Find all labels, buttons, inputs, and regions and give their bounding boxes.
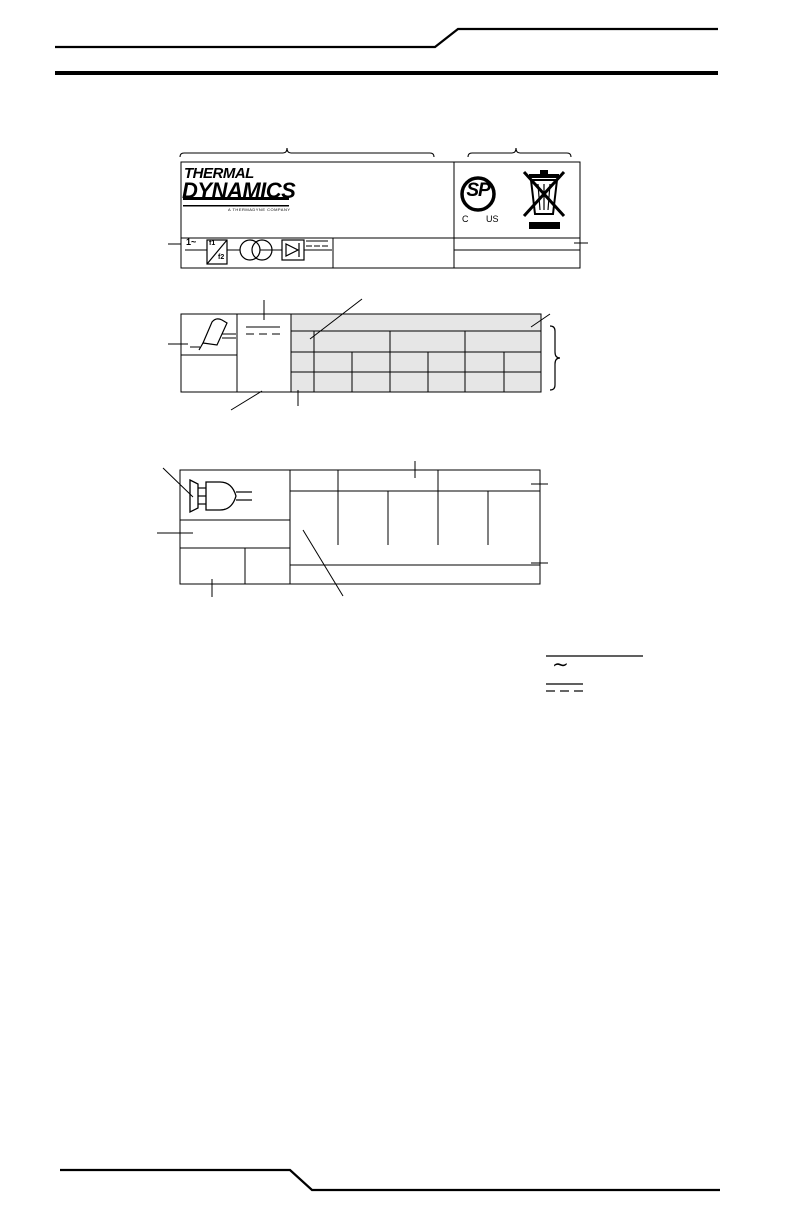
brand-line-1: THERMAL <box>184 165 254 182</box>
weee-bin-icon <box>524 170 564 229</box>
brand-line-2: DYNAMICS <box>182 178 296 203</box>
footer-rule <box>60 1170 720 1190</box>
brand-tagline: A THERMADYNE COMPANY <box>228 207 291 212</box>
frequency-in-label: f1 <box>209 240 216 247</box>
input-rating-diagram <box>157 461 548 597</box>
header-rule <box>55 29 718 75</box>
frequency-out-label: f2 <box>218 254 225 261</box>
csa-c-label: C <box>462 214 469 224</box>
csa-us-label: US <box>486 214 499 224</box>
csa-logo-icon: SP <box>466 180 490 201</box>
plug-icon <box>190 480 252 512</box>
single-phase-symbol: 1~ <box>186 237 197 247</box>
ac-current-symbol: ∼ <box>552 654 569 676</box>
output-rating-diagram <box>168 299 560 410</box>
